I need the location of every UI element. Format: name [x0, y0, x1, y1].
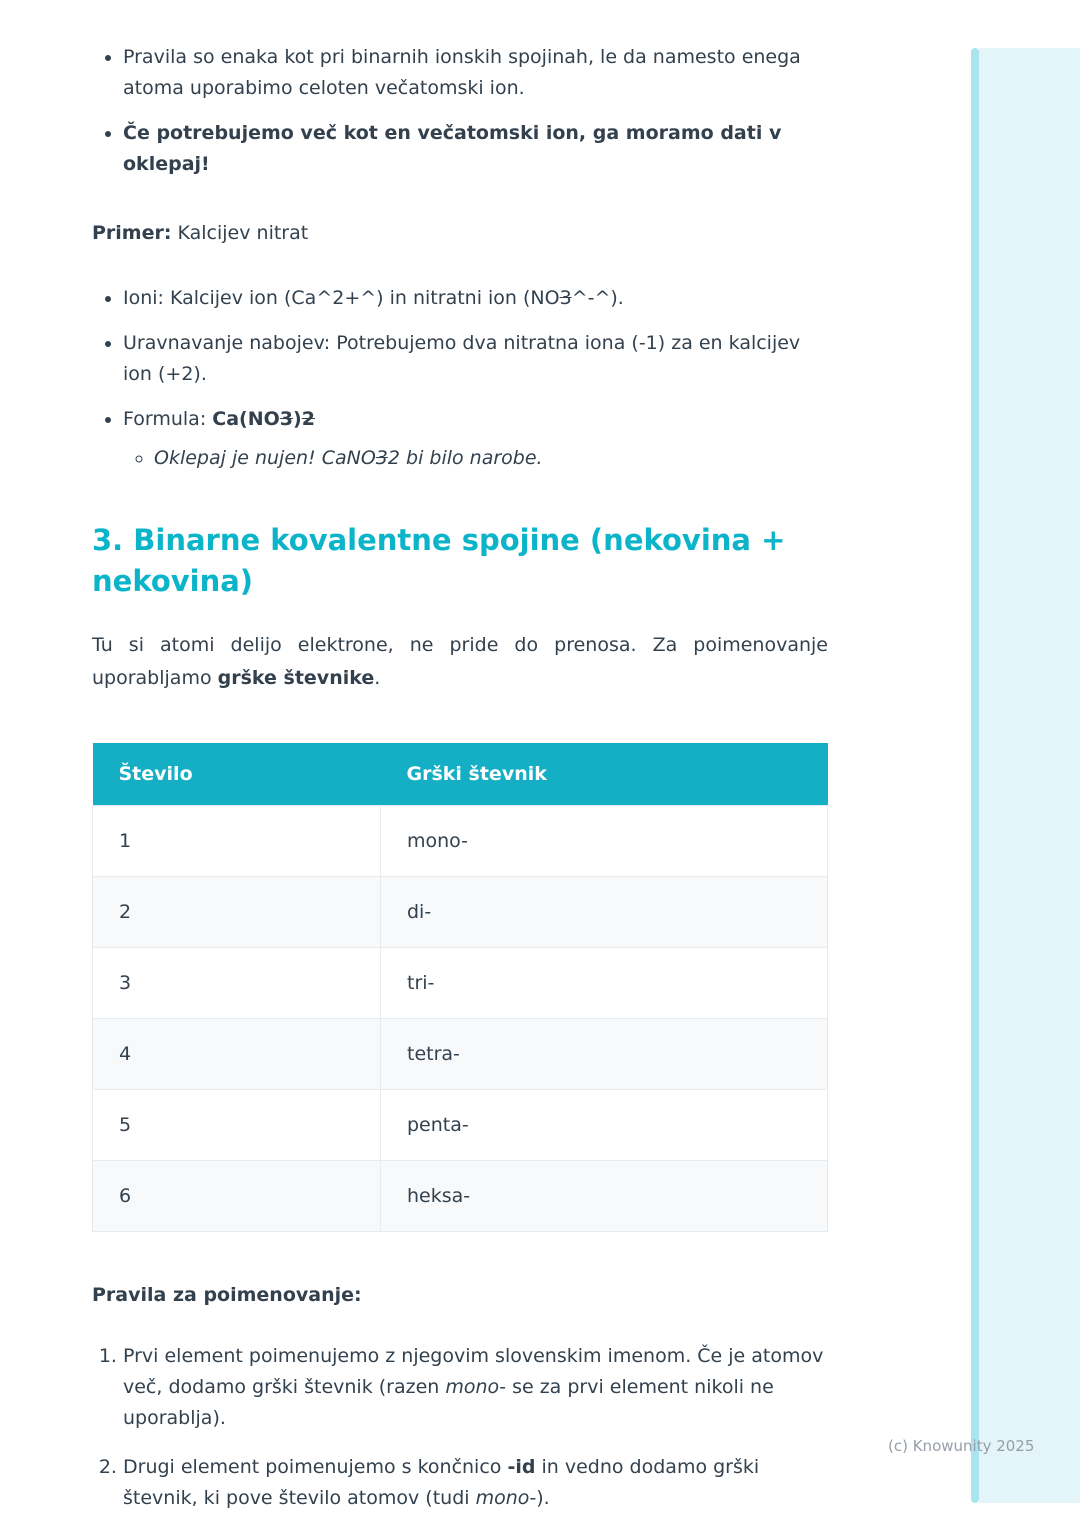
- bullet-text: Če potrebujemo več kot en večatomski ion, ga moramo dati v oklepaj!: [123, 122, 782, 175]
- numbered-item: [123, 1452, 828, 1514]
- table-cell-number: 2: [93, 877, 381, 948]
- section-intro-paragraph: Tu si atomi delijo elektrone, ne pride do prenosa. Za poimenovanje uporabljamo grške števnike.: [92, 634, 828, 689]
- sub-bullet-item: [154, 443, 828, 474]
- example-label: Primer: Kalcijev nitrat: [92, 222, 309, 244]
- intro-bullet-list: [92, 42, 828, 180]
- table-header-row: [93, 743, 828, 806]
- sub-bullet-list: [123, 443, 828, 474]
- bullet-text: Ioni: Kalcijev ion (Ca^2+^) in nitratni ion (NO3^-^).: [123, 287, 624, 309]
- table-cell-number: 4: [93, 1019, 381, 1090]
- table-row: [93, 1090, 828, 1161]
- copyright-footer: (c) Knowunity 2025: [888, 1437, 1035, 1455]
- bullet-item: [123, 118, 828, 180]
- bullet-item: [123, 283, 828, 314]
- numbered-item: [123, 1341, 828, 1434]
- page-edge-line: [971, 48, 979, 1503]
- bullet-item: [123, 42, 828, 104]
- table-row: [93, 1161, 828, 1232]
- table-cell-prefix: tri-: [381, 948, 828, 1019]
- greek-numerals-table: [92, 743, 828, 1232]
- table-cell-prefix: heksa-: [381, 1161, 828, 1232]
- section-heading: 3. Binarne kovalentne spojine (nekovina + nekovina): [92, 523, 786, 598]
- table-header-grski-stevnik: Grški števnik: [381, 743, 828, 806]
- table-header-stevilo: Število: [93, 743, 381, 806]
- bullet-item: [123, 404, 828, 474]
- bullet-text: Formula: Ca(NO3)2: [123, 408, 315, 430]
- naming-rules-list: [92, 1341, 828, 1514]
- table-cell-number: 5: [93, 1090, 381, 1161]
- bullet-item: [123, 328, 828, 390]
- table-row: [93, 948, 828, 1019]
- document-content: [92, 42, 828, 1532]
- example-bullet-list: [92, 283, 828, 474]
- table-cell-prefix: penta-: [381, 1090, 828, 1161]
- table-cell-prefix: tetra-: [381, 1019, 828, 1090]
- table-row: [93, 806, 828, 877]
- table-cell-prefix: mono-: [381, 806, 828, 877]
- numbered-item-text: Prvi element poimenujemo z njegovim slovenskim imenom. Če je atomov več, dodamo grški števnik (razen mono- se za prvi element nikoli ne uporablja).: [123, 1345, 824, 1429]
- numbered-item-text: Drugi element poimenujemo s končnico -id in vedno dodamo grški števnik, ki pove število atomov (tudi mono-).: [123, 1456, 760, 1509]
- table-cell-prefix: di-: [381, 877, 828, 948]
- table-row: [93, 877, 828, 948]
- table-row: [93, 1019, 828, 1090]
- bullet-text: Uravnavanje nabojev: Potrebujemo dva nitratna iona (-1) za en kalcijev ion (+2).: [123, 332, 801, 385]
- bullet-text: Pravila so enaka kot pri binarnih ionskih spojinah, le da namesto enega atoma uporabimo celoten večatomski ion.: [123, 46, 801, 99]
- sub-bullet-text: Oklepaj je nujen! CaNO32 bi bilo narobe.: [154, 447, 543, 469]
- table-cell-number: 6: [93, 1161, 381, 1232]
- page-side-panel: [979, 48, 1080, 1503]
- rules-title: Pravila za poimenovanje:: [92, 1284, 362, 1306]
- table-cell-number: 1: [93, 806, 381, 877]
- table-cell-number: 3: [93, 948, 381, 1019]
